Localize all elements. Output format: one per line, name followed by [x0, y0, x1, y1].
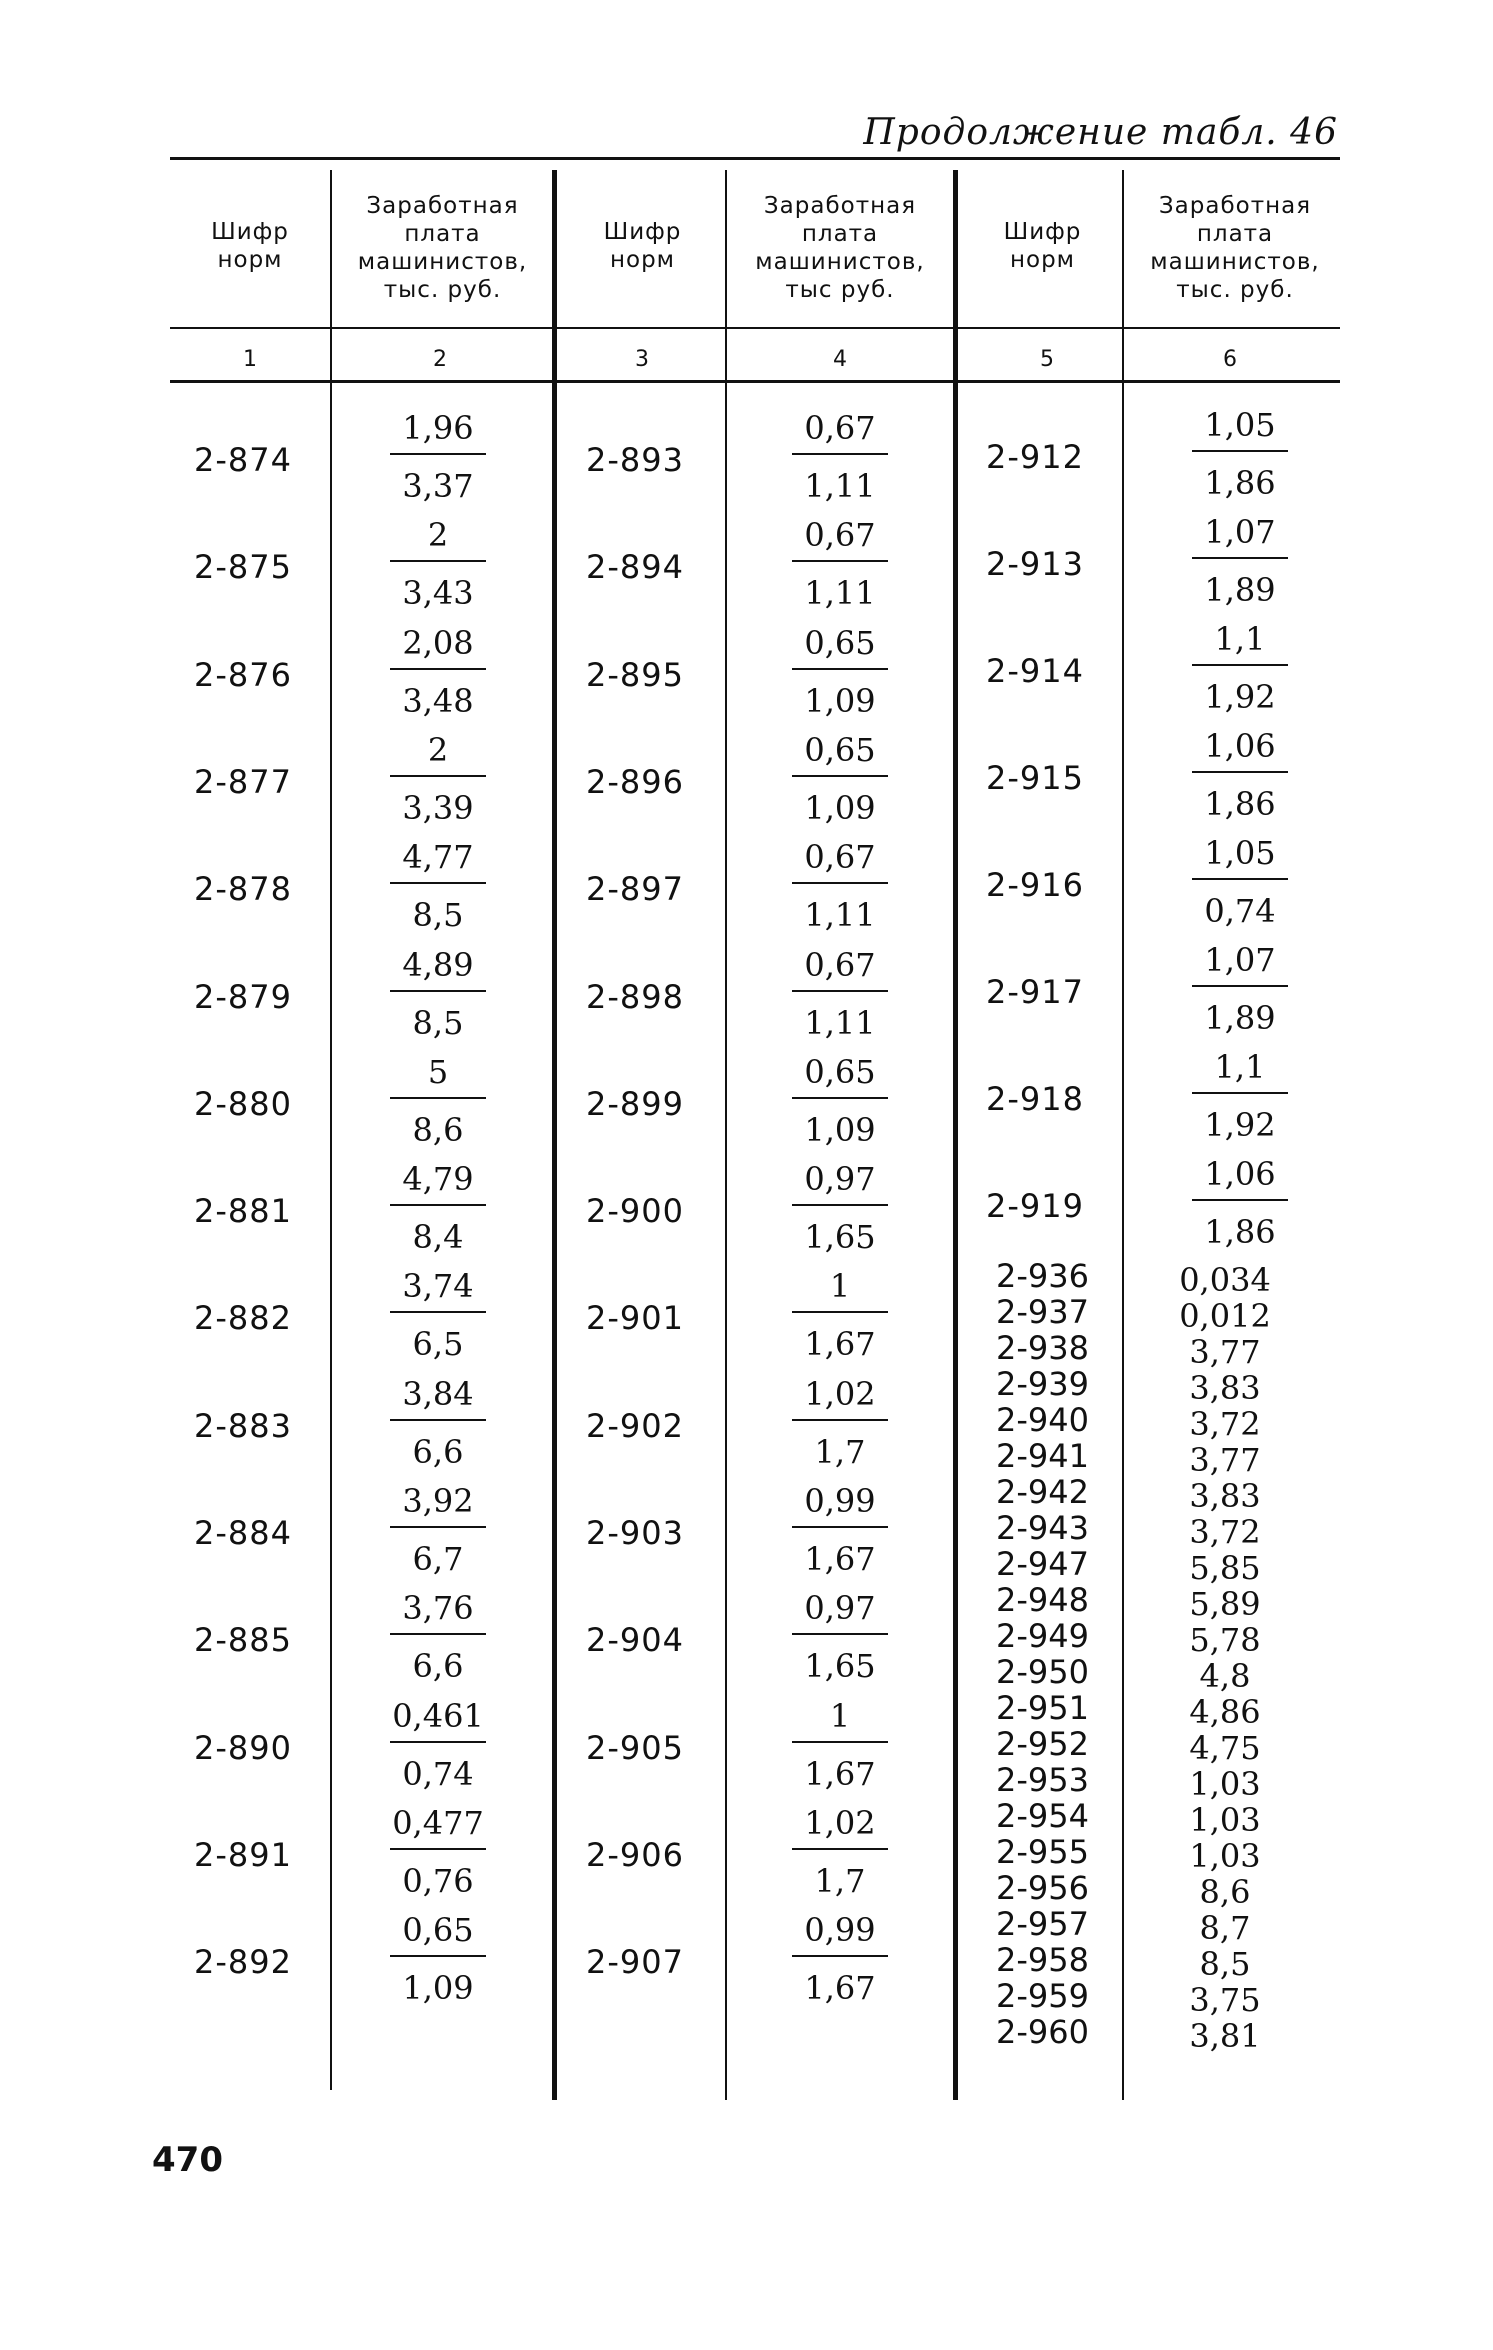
wage-numerator: 0,99 [804, 1911, 876, 1950]
group-divider-2 [953, 170, 958, 2100]
wage-fraction [1170, 832, 1310, 932]
wage-fraction [368, 1802, 508, 1902]
group-3-value-list [1150, 1262, 1300, 2054]
list-wage-value: 3,72 [1189, 1513, 1261, 1551]
fraction-bar [1192, 985, 1288, 987]
wage-fraction [368, 1587, 508, 1687]
wage-fraction [368, 514, 508, 614]
list-wage-value: 3,83 [1189, 1477, 1261, 1515]
norm-code: 2-906 [586, 1835, 684, 1874]
wage-numerator: 1,96 [402, 409, 474, 447]
list-wage-value: 5,89 [1189, 1585, 1261, 1623]
wage-fraction [368, 944, 508, 1044]
list-norm-code: 2-954 [996, 1797, 1089, 1835]
wage-denominator: 1,89 [1204, 999, 1276, 1037]
fraction-bar [390, 1097, 486, 1099]
wage-denominator: 1,09 [804, 1110, 876, 1149]
fraction-bar [792, 1741, 888, 1743]
wage-denominator: 1,11 [804, 574, 876, 613]
wage-fraction [770, 729, 910, 829]
norm-code: 2-915 [986, 759, 1084, 797]
fraction-bar [390, 1741, 486, 1743]
wage-fraction [1170, 1153, 1310, 1253]
wage-denominator: 3,48 [402, 681, 474, 720]
wage-fraction [368, 1373, 508, 1473]
wage-fraction [770, 1909, 910, 2009]
wage-denominator: 8,4 [412, 1218, 464, 1257]
norm-code: 2-901 [586, 1299, 684, 1338]
wage-denominator: 1,7 [814, 1432, 866, 1471]
norm-code: 2-875 [194, 548, 292, 587]
fraction-bar [1192, 1199, 1288, 1201]
wage-numerator: 2,08 [402, 623, 474, 662]
wage-fraction [368, 622, 508, 722]
wage-denominator: 6,6 [412, 1647, 464, 1686]
list-norm-code: 2-938 [996, 1329, 1089, 1367]
fraction-bar [792, 775, 888, 777]
norm-code: 2-913 [986, 545, 1084, 583]
wage-numerator: 0,97 [804, 1589, 876, 1628]
fraction-bar [792, 453, 888, 455]
list-norm-code: 2-955 [996, 1833, 1089, 1871]
wage-fraction [770, 1051, 910, 1151]
wage-denominator: 1,09 [804, 681, 876, 720]
wage-denominator: 1,89 [1204, 571, 1276, 609]
norm-code: 2-878 [194, 870, 292, 909]
wage-denominator: 1,09 [402, 1969, 474, 2008]
list-norm-code: 2-951 [996, 1689, 1089, 1727]
table-caption: Продолжение табл. 46 [863, 112, 1338, 153]
wage-fraction [368, 1158, 508, 1258]
wage-denominator: 8,6 [412, 1110, 464, 1149]
fraction-bar [390, 1311, 486, 1313]
wage-numerator: 3,84 [402, 1374, 474, 1413]
wage-denominator: 3,39 [402, 788, 474, 827]
fraction-bar [792, 1097, 888, 1099]
norm-code: 2-914 [986, 652, 1084, 690]
wage-numerator: 0,99 [804, 1482, 876, 1520]
wage-fraction [770, 514, 910, 614]
wage-denominator: 1,67 [804, 1325, 876, 1364]
wage-fraction [368, 1909, 508, 2009]
wage-denominator: 3,37 [402, 467, 474, 505]
wage-fraction [368, 1265, 508, 1365]
wage-denominator: 1,86 [1204, 785, 1276, 823]
wage-fraction [1170, 1046, 1310, 1146]
wage-fraction [770, 1587, 910, 1687]
list-wage-value: 8,6 [1199, 1873, 1251, 1911]
wage-denominator: 1,09 [804, 788, 876, 827]
wage-fraction [368, 1051, 508, 1151]
wage-numerator: 1,06 [1204, 1155, 1276, 1193]
wage-numerator: 0,65 [804, 623, 876, 662]
list-norm-code: 2-940 [996, 1401, 1089, 1439]
wage-fraction [1170, 939, 1310, 1039]
fraction-bar [792, 990, 888, 992]
list-norm-code: 2-960 [996, 2013, 1089, 2051]
table-top-rule [170, 157, 1340, 160]
wage-denominator: 6,5 [412, 1325, 464, 1364]
fraction-bar [792, 560, 888, 562]
wage-denominator: 1,67 [804, 1540, 876, 1578]
wage-numerator: 1,05 [1204, 406, 1276, 444]
wage-denominator: 1,92 [1204, 1106, 1276, 1144]
norm-code: 2-916 [986, 866, 1084, 904]
wage-numerator: 0,65 [402, 1911, 474, 1950]
norm-code: 2-912 [986, 438, 1084, 476]
header-code-1: Шифр норм [211, 219, 289, 273]
wage-denominator: 0,76 [402, 1861, 474, 1900]
fraction-bar [390, 1419, 486, 1421]
list-wage-value: 8,7 [1199, 1909, 1251, 1947]
wage-fraction [1170, 404, 1310, 504]
list-wage-value: 3,77 [1189, 1333, 1261, 1371]
list-norm-code: 2-957 [996, 1905, 1089, 1943]
list-norm-code: 2-942 [996, 1473, 1089, 1511]
list-norm-code: 2-949 [996, 1617, 1089, 1655]
wage-fraction [368, 407, 508, 507]
fraction-bar [390, 453, 486, 455]
fraction-bar [390, 668, 486, 670]
wage-denominator: 0,74 [402, 1754, 474, 1793]
fraction-bar [390, 1633, 486, 1635]
wage-numerator: 3,76 [402, 1589, 474, 1628]
wage-numerator: 0,67 [804, 409, 876, 447]
wage-denominator: 8,5 [412, 896, 464, 935]
norm-code: 2-883 [194, 1406, 292, 1445]
wage-numerator: 0,477 [392, 1803, 484, 1842]
list-wage-value: 5,85 [1189, 1549, 1261, 1587]
fraction-bar [792, 1955, 888, 1957]
wage-fraction [770, 1373, 910, 1473]
list-norm-code: 2-956 [996, 1869, 1089, 1907]
wage-numerator: 3,74 [402, 1267, 474, 1306]
wage-numerator: 2 [427, 516, 449, 555]
col-divider-3 [725, 170, 727, 2100]
wage-denominator: 6,6 [412, 1432, 464, 1471]
fraction-bar [1192, 664, 1288, 666]
wage-numerator: 0,65 [804, 1052, 876, 1091]
wage-numerator: 1,02 [804, 1374, 876, 1413]
col-number-3: 3 [635, 347, 649, 372]
norm-code: 2-919 [986, 1187, 1084, 1225]
wage-denominator: 0,74 [1204, 892, 1276, 930]
norm-code: 2-876 [194, 655, 292, 694]
norm-code: 2-917 [986, 973, 1084, 1011]
wage-numerator: 0,461 [392, 1696, 484, 1735]
wage-fraction [770, 1802, 910, 1902]
list-wage-value: 1,03 [1189, 1801, 1261, 1839]
wage-denominator: 1,65 [804, 1218, 876, 1257]
list-wage-value: 0,034 [1179, 1261, 1271, 1299]
list-wage-value: 1,03 [1189, 1837, 1261, 1875]
wage-denominator: 3,43 [402, 574, 474, 613]
list-norm-code: 2-947 [996, 1545, 1089, 1583]
norm-code: 2-907 [586, 1943, 684, 1982]
wage-fraction [770, 836, 910, 936]
list-wage-value: 4,75 [1189, 1729, 1261, 1767]
wage-denominator: 1,92 [1204, 678, 1276, 716]
list-norm-code: 2-952 [996, 1725, 1089, 1763]
wage-numerator: 1,06 [1204, 727, 1276, 765]
list-norm-code: 2-939 [996, 1365, 1089, 1403]
norm-code: 2-879 [194, 977, 292, 1016]
fraction-bar [390, 560, 486, 562]
fraction-bar [1192, 1092, 1288, 1094]
wage-numerator: 4,79 [402, 1160, 474, 1199]
wage-fraction [770, 1695, 910, 1795]
norm-code: 2-902 [586, 1406, 684, 1445]
fraction-bar [792, 1311, 888, 1313]
wage-numerator: 0,65 [804, 730, 876, 769]
wage-fraction [1170, 511, 1310, 611]
wage-numerator: 0,67 [804, 838, 876, 877]
col-number-2: 2 [433, 347, 447, 372]
wage-fraction [368, 836, 508, 936]
wage-fraction [770, 944, 910, 1044]
wage-denominator: 1,67 [804, 1969, 876, 2008]
wage-numerator: 1,07 [1204, 513, 1276, 551]
norm-code: 2-894 [586, 548, 684, 587]
list-norm-code: 2-943 [996, 1509, 1089, 1547]
fraction-bar [792, 1633, 888, 1635]
wage-denominator: 1,11 [804, 467, 876, 505]
colnum-bottom-rule [170, 380, 1340, 383]
list-wage-value: 3,72 [1189, 1405, 1261, 1443]
list-norm-code: 2-953 [996, 1761, 1089, 1799]
norm-code: 2-900 [586, 1192, 684, 1231]
norm-code: 2-904 [586, 1621, 684, 1660]
fraction-bar [390, 775, 486, 777]
wage-denominator: 1,86 [1204, 1213, 1276, 1251]
list-norm-code: 2-959 [996, 1977, 1089, 2015]
list-wage-value: 3,83 [1189, 1369, 1261, 1407]
wage-fraction [770, 1480, 910, 1580]
fraction-bar [792, 1848, 888, 1850]
fraction-bar [390, 1526, 486, 1528]
fraction-bar [792, 1204, 888, 1206]
wage-numerator: 1,1 [1214, 1048, 1266, 1086]
list-wage-value: 3,77 [1189, 1441, 1261, 1479]
list-norm-code: 2-936 [996, 1257, 1089, 1295]
header-wage-1: Заработная плата машинистов, тыс. руб. [357, 193, 528, 303]
col-number-6: 6 [1223, 347, 1237, 372]
list-wage-value: 0,012 [1179, 1297, 1271, 1335]
list-norm-code: 2-948 [996, 1581, 1089, 1619]
wage-numerator: 1,02 [804, 1803, 876, 1842]
col-number-4: 4 [833, 347, 847, 372]
page-number: 470 [152, 2140, 223, 2180]
wage-numerator: 0,67 [804, 516, 876, 555]
fraction-bar [390, 1848, 486, 1850]
norm-code: 2-880 [194, 1084, 292, 1123]
wage-numerator: 5 [427, 1052, 449, 1091]
wage-numerator: 1,1 [1214, 620, 1266, 658]
norm-code: 2-874 [194, 441, 292, 479]
norm-code: 2-896 [586, 762, 684, 801]
list-wage-value: 1,03 [1189, 1765, 1261, 1803]
list-wage-value: 8,5 [1199, 1945, 1251, 1983]
wage-fraction [770, 622, 910, 722]
norm-code: 2-905 [586, 1728, 684, 1767]
wage-denominator: 1,67 [804, 1754, 876, 1793]
norm-code: 2-891 [194, 1835, 292, 1874]
fraction-bar [390, 1204, 486, 1206]
wage-numerator: 0,67 [804, 945, 876, 984]
wage-denominator: 1,65 [804, 1647, 876, 1686]
group-3-code-list [975, 1258, 1110, 2050]
col-divider-5 [1122, 170, 1124, 2100]
fraction-bar [390, 882, 486, 884]
wage-fraction [770, 1265, 910, 1365]
norm-code: 2-903 [586, 1514, 684, 1552]
wage-numerator: 4,77 [402, 838, 474, 877]
header-bottom-rule [170, 327, 1340, 329]
wage-numerator: 1,05 [1204, 834, 1276, 872]
norm-code: 2-918 [986, 1080, 1084, 1118]
fraction-bar [792, 882, 888, 884]
norm-code: 2-881 [194, 1192, 292, 1231]
col-number-5: 5 [1040, 347, 1054, 372]
list-wage-value: 4,8 [1199, 1657, 1251, 1695]
norm-code: 2-884 [194, 1514, 292, 1552]
wage-numerator: 2 [427, 730, 449, 769]
col-number-1: 1 [243, 347, 257, 372]
fraction-bar [1192, 878, 1288, 880]
wage-denominator: 6,7 [412, 1540, 464, 1578]
col-divider-1 [330, 170, 332, 2090]
list-wage-value: 4,86 [1189, 1693, 1261, 1731]
norm-code: 2-893 [586, 441, 684, 479]
group-divider-1 [552, 170, 557, 2100]
norm-code: 2-892 [194, 1943, 292, 1982]
wage-numerator: 0,97 [804, 1160, 876, 1199]
fraction-bar [792, 1419, 888, 1421]
list-norm-code: 2-941 [996, 1437, 1089, 1475]
wage-numerator: 3,92 [402, 1482, 474, 1520]
wage-numerator: 1 [829, 1267, 851, 1306]
wage-fraction [1170, 618, 1310, 718]
wage-fraction [770, 1158, 910, 1258]
list-wage-value: 5,78 [1189, 1621, 1261, 1659]
norm-code: 2-877 [194, 762, 292, 801]
list-norm-code: 2-950 [996, 1653, 1089, 1691]
wage-numerator: 4,89 [402, 945, 474, 984]
wage-denominator: 1,7 [814, 1861, 866, 1900]
wage-fraction [368, 1480, 508, 1580]
header-wage-3: Заработная плата машинистов, тыс. руб. [1150, 193, 1320, 303]
list-wage-value: 3,75 [1189, 1981, 1261, 2019]
norm-code: 2-882 [194, 1299, 292, 1338]
wage-denominator: 1,11 [804, 896, 876, 935]
list-norm-code: 2-937 [996, 1293, 1089, 1331]
header-code-2: Шифр норм [603, 219, 682, 273]
header-wage-2: Заработная плата машинистов, тыс руб. [755, 193, 925, 303]
wage-fraction [368, 729, 508, 829]
wage-numerator: 1 [829, 1696, 851, 1735]
wage-fraction [1170, 725, 1310, 825]
wage-denominator: 1,86 [1204, 464, 1276, 502]
wage-fraction [368, 1695, 508, 1795]
list-wage-value: 3,81 [1189, 2017, 1261, 2055]
list-norm-code: 2-958 [996, 1941, 1089, 1979]
fraction-bar [390, 990, 486, 992]
norm-code: 2-897 [586, 870, 684, 909]
fraction-bar [1192, 450, 1288, 452]
wage-denominator: 1,11 [804, 1003, 876, 1042]
norm-code: 2-899 [586, 1084, 684, 1123]
wage-fraction [770, 407, 910, 507]
fraction-bar [390, 1955, 486, 1957]
norm-code: 2-895 [586, 655, 684, 694]
norm-code: 2-885 [194, 1621, 292, 1660]
header-code-3: Шифр норм [1003, 219, 1082, 273]
wage-numerator: 1,07 [1204, 941, 1276, 979]
fraction-bar [1192, 771, 1288, 773]
wage-denominator: 8,5 [412, 1003, 464, 1042]
fraction-bar [792, 668, 888, 670]
fraction-bar [1192, 557, 1288, 559]
norm-code: 2-898 [586, 977, 684, 1016]
norm-code: 2-890 [194, 1728, 292, 1767]
fraction-bar [792, 1526, 888, 1528]
